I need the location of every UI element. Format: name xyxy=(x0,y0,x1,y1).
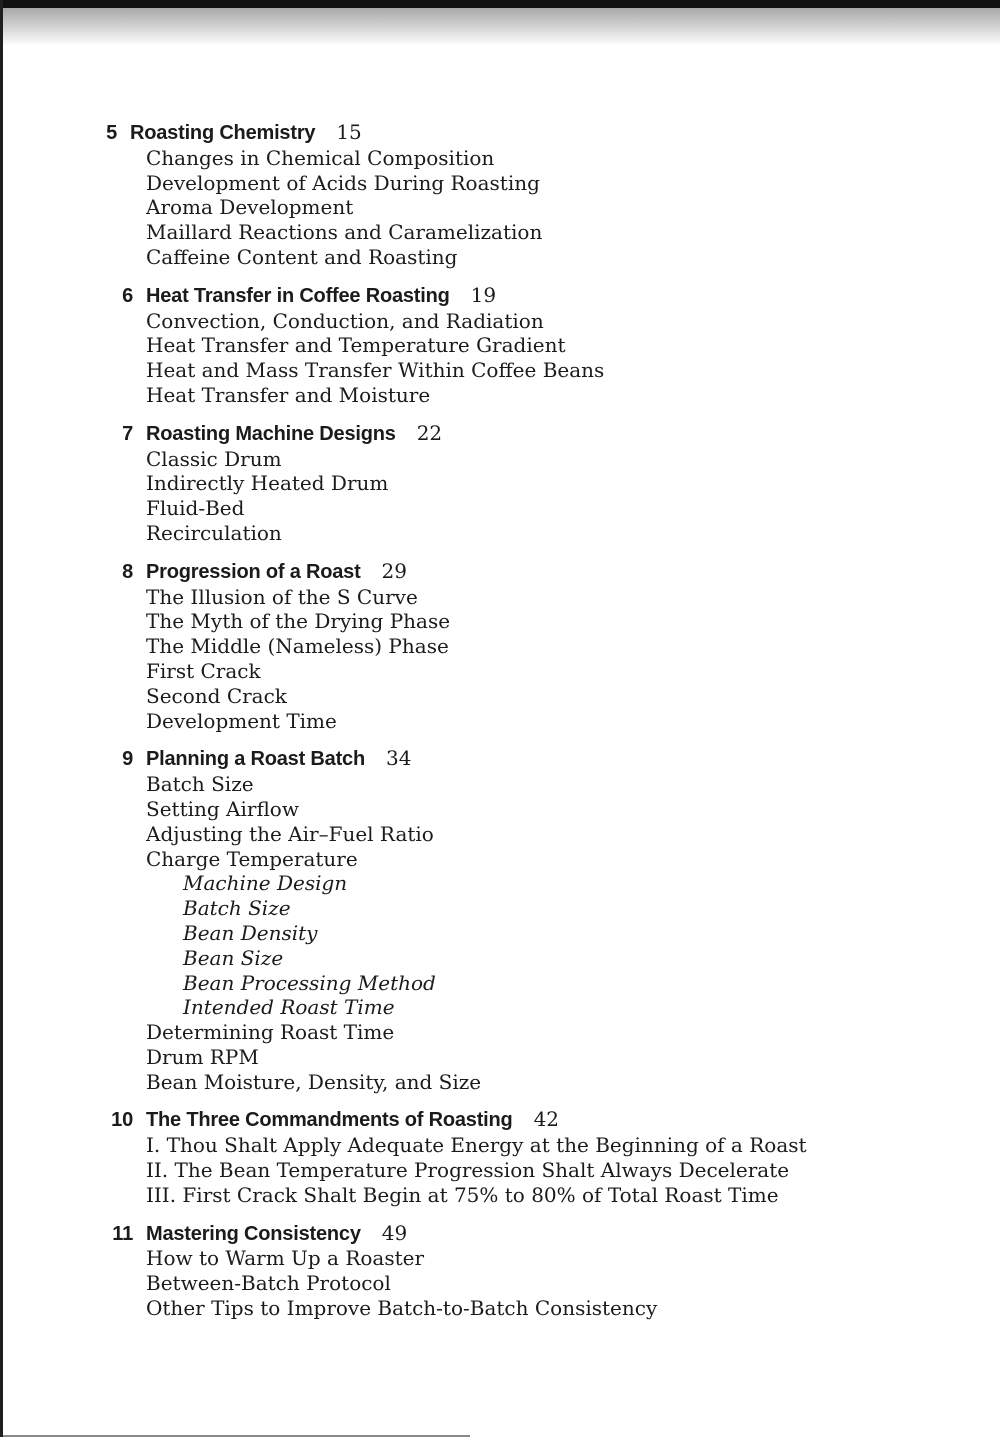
chapter-page-number: 15 xyxy=(336,120,362,144)
chapter-number: 5 xyxy=(106,122,117,144)
chapter-title: Mastering Consistency xyxy=(146,1222,361,1245)
toc-chapter xyxy=(0,746,1000,1094)
toc-entry: Heat Transfer and Temperature Gradient xyxy=(146,333,566,358)
chapter-heading xyxy=(0,120,1000,146)
chapter-number: 7 xyxy=(122,422,133,445)
toc-entry: Batch Size xyxy=(183,896,291,921)
toc-entry: Charge Temperature xyxy=(146,846,358,871)
chapter-page-number: 29 xyxy=(381,558,407,583)
toc-entry: Machine Design xyxy=(183,871,348,896)
chapter-number: 6 xyxy=(122,284,133,307)
toc-entry: Classic Drum xyxy=(146,446,282,471)
chapter-heading xyxy=(0,283,1000,309)
toc-entry: I. Thou Shalt Apply Adequate Energy at the Beginning of a Roast xyxy=(146,1133,807,1158)
chapter-page-number: 42 xyxy=(533,1107,560,1132)
toc-entry: Batch Size xyxy=(146,772,254,797)
toc-entry: Development Time xyxy=(146,708,337,733)
toc-entry: Heat Transfer and Moisture xyxy=(146,382,431,407)
toc-chapter xyxy=(0,421,1000,546)
toc-entry: Bean Moisture, Density, and Size xyxy=(146,1069,482,1094)
chapter-page-number: 34 xyxy=(385,746,412,771)
toc-entry: Drum RPM xyxy=(146,1044,259,1069)
chapter-heading xyxy=(0,746,1000,772)
chapter-title: Progression of a Roast xyxy=(146,560,361,583)
scan-left-edge-strip xyxy=(0,0,3,1437)
toc-entry: Caffeine Content and Roasting xyxy=(146,244,458,269)
toc-entry: Indirectly Heated Drum xyxy=(146,471,389,496)
chapter-page-number: 49 xyxy=(381,1220,408,1245)
toc-chapter xyxy=(0,559,1000,734)
toc-entry: First Crack xyxy=(146,658,261,683)
chapter-title: Heat Transfer in Coffee Roasting xyxy=(146,284,450,307)
chapter-title: The Three Commandments of Roasting xyxy=(146,1109,513,1132)
toc-entry: Between-Batch Protocol xyxy=(146,1271,391,1296)
toc-entry: Bean Density xyxy=(183,920,318,945)
toc-entry: II. The Bean Temperature Progression Shalt Always Decelerate xyxy=(146,1158,790,1183)
toc-entry: Bean Size xyxy=(183,945,284,970)
toc-entry: Aroma Development xyxy=(146,195,354,220)
toc-entry: The Middle (Nameless) Phase xyxy=(146,634,449,659)
chapter-page-number: 22 xyxy=(416,420,443,445)
toc-entry: Bean Processing Method xyxy=(183,970,436,995)
toc-entry: The Myth of the Drying Phase xyxy=(146,609,451,634)
toc-chapter xyxy=(0,1221,1000,1321)
chapter-title: Roasting Chemistry xyxy=(130,122,316,144)
chapter-heading xyxy=(0,421,1000,447)
toc-chapter xyxy=(0,283,1000,408)
chapter-heading xyxy=(0,1221,1000,1247)
toc-entry: Heat and Mass Transfer Within Coffee Beans xyxy=(146,358,605,383)
toc-entry: Setting Airflow xyxy=(146,796,299,821)
toc-entry: How to Warm Up a Roaster xyxy=(146,1246,425,1271)
scan-top-shadow-gradient xyxy=(0,8,1000,46)
toc-entry: Intended Roast Time xyxy=(183,995,395,1020)
chapter-number: 9 xyxy=(122,748,133,771)
toc-entry: Fluid-Bed xyxy=(146,496,245,521)
chapter-title: Planning a Roast Batch xyxy=(146,748,365,771)
toc-chapter xyxy=(0,120,1000,270)
toc-entry: Maillard Reactions and Caramelization xyxy=(146,220,543,245)
chapter-title: Roasting Machine Designs xyxy=(146,422,396,445)
chapter-heading xyxy=(0,559,1000,585)
chapter-number: 8 xyxy=(122,560,133,583)
scan-top-edge-bar xyxy=(0,0,1000,8)
toc-entry: Adjusting the Air–Fuel Ratio xyxy=(146,821,434,846)
toc-entry: Second Crack xyxy=(146,683,287,708)
toc-entry: Determining Roast Time xyxy=(146,1020,395,1045)
chapter-number: 11 xyxy=(112,1222,133,1245)
toc-entry: Changes in Chemical Composition xyxy=(146,145,495,170)
chapter-heading xyxy=(0,1107,1000,1133)
toc-entry: III. First Crack Shalt Begin at 75% to 80% of Total Roast Time xyxy=(146,1182,779,1207)
toc-entry: Development of Acids During Roasting xyxy=(146,170,540,195)
toc-entry: The Illusion of the S Curve xyxy=(146,584,418,609)
table-of-contents xyxy=(0,120,1000,1321)
chapter-page-number: 19 xyxy=(470,282,497,307)
toc-chapter xyxy=(0,1107,1000,1207)
toc-entry: Other Tips to Improve Batch-to-Batch Consistency xyxy=(146,1296,658,1321)
toc-entry: Recirculation xyxy=(146,520,282,545)
chapter-number: 10 xyxy=(111,1109,133,1132)
toc-entry: Convection, Conduction, and Radiation xyxy=(146,308,544,333)
